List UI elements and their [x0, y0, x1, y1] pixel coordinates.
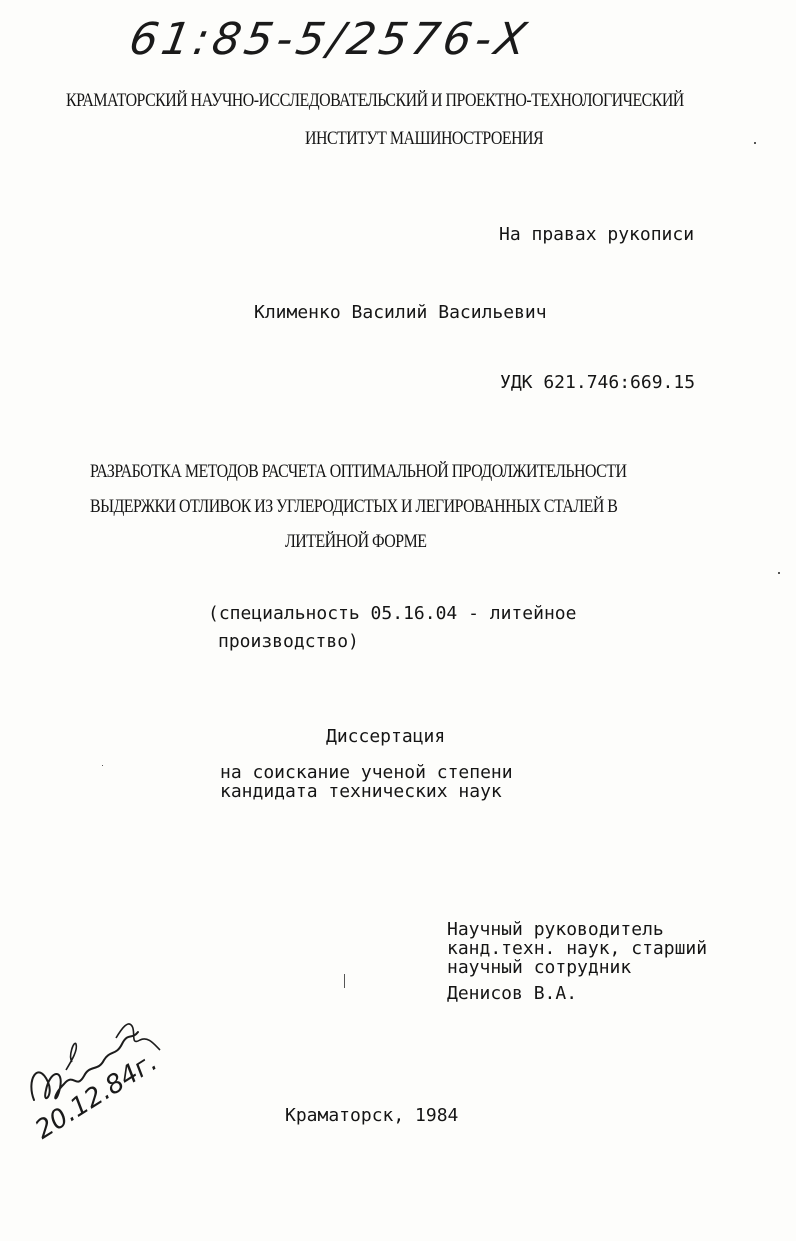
archive-number: 61:85-5/2576-Х — [125, 14, 534, 65]
title-line-3: ЛИТЕЙНОЙ ФОРМЕ — [285, 532, 427, 552]
title-line-2: ВЫДЕРЖКИ ОТЛИВОК ИЗ УГЛЕРОДИСТЫХ И ЛЕГИРОВАННЫХ СТАЛЕЙ В — [90, 497, 618, 517]
institute-line-2: ИНСТИТУТ МАШИНОСТРОЕНИЯ — [305, 129, 544, 149]
supervisor-name: Денисов В.А. — [447, 983, 578, 1004]
rights-note: На правах рукописи — [499, 224, 695, 245]
specialty-line-2: производство) — [218, 631, 359, 652]
udc-code: УДК 621.746:669.15 — [500, 372, 696, 393]
title-line-1: РАЗРАБОТКА МЕТОДОВ РАСЧЕТА ОПТИМАЛЬНОЙ ПРОДОЛЖИТЕЛЬНОСТИ — [90, 462, 627, 482]
scan-speck — [102, 765, 103, 766]
supervisor-line-3: научный сотрудник — [447, 957, 632, 978]
place-and-year: Краматорск, 1984 — [285, 1105, 459, 1126]
work-type-line-2: кандидата технических наук — [220, 781, 502, 802]
work-type-line-1: на соискание ученой степени — [220, 762, 513, 783]
institute-line-1: КРАМАТОРСКИЙ НАУЧНО-ИССЛЕДОВАТЕЛЬСКИЙ И ПРОЕКТНО-ТЕХНОЛОГИЧЕСКИЙ — [66, 91, 684, 111]
signature-date: 20.12.84г. — [30, 1047, 163, 1146]
scan-speck — [754, 142, 756, 144]
supervisor-line-2: канд.техн. наук, старший — [447, 938, 708, 959]
work-type-heading: Диссертация — [326, 726, 446, 747]
supervisor-line-1: Научный руководитель — [447, 919, 664, 940]
scan-speck — [344, 974, 345, 988]
author-name: Клименко Василий Васильевич — [254, 302, 547, 323]
specialty-line-1: (специальность 05.16.04 - литейное — [208, 603, 577, 624]
scan-speck — [778, 572, 780, 574]
